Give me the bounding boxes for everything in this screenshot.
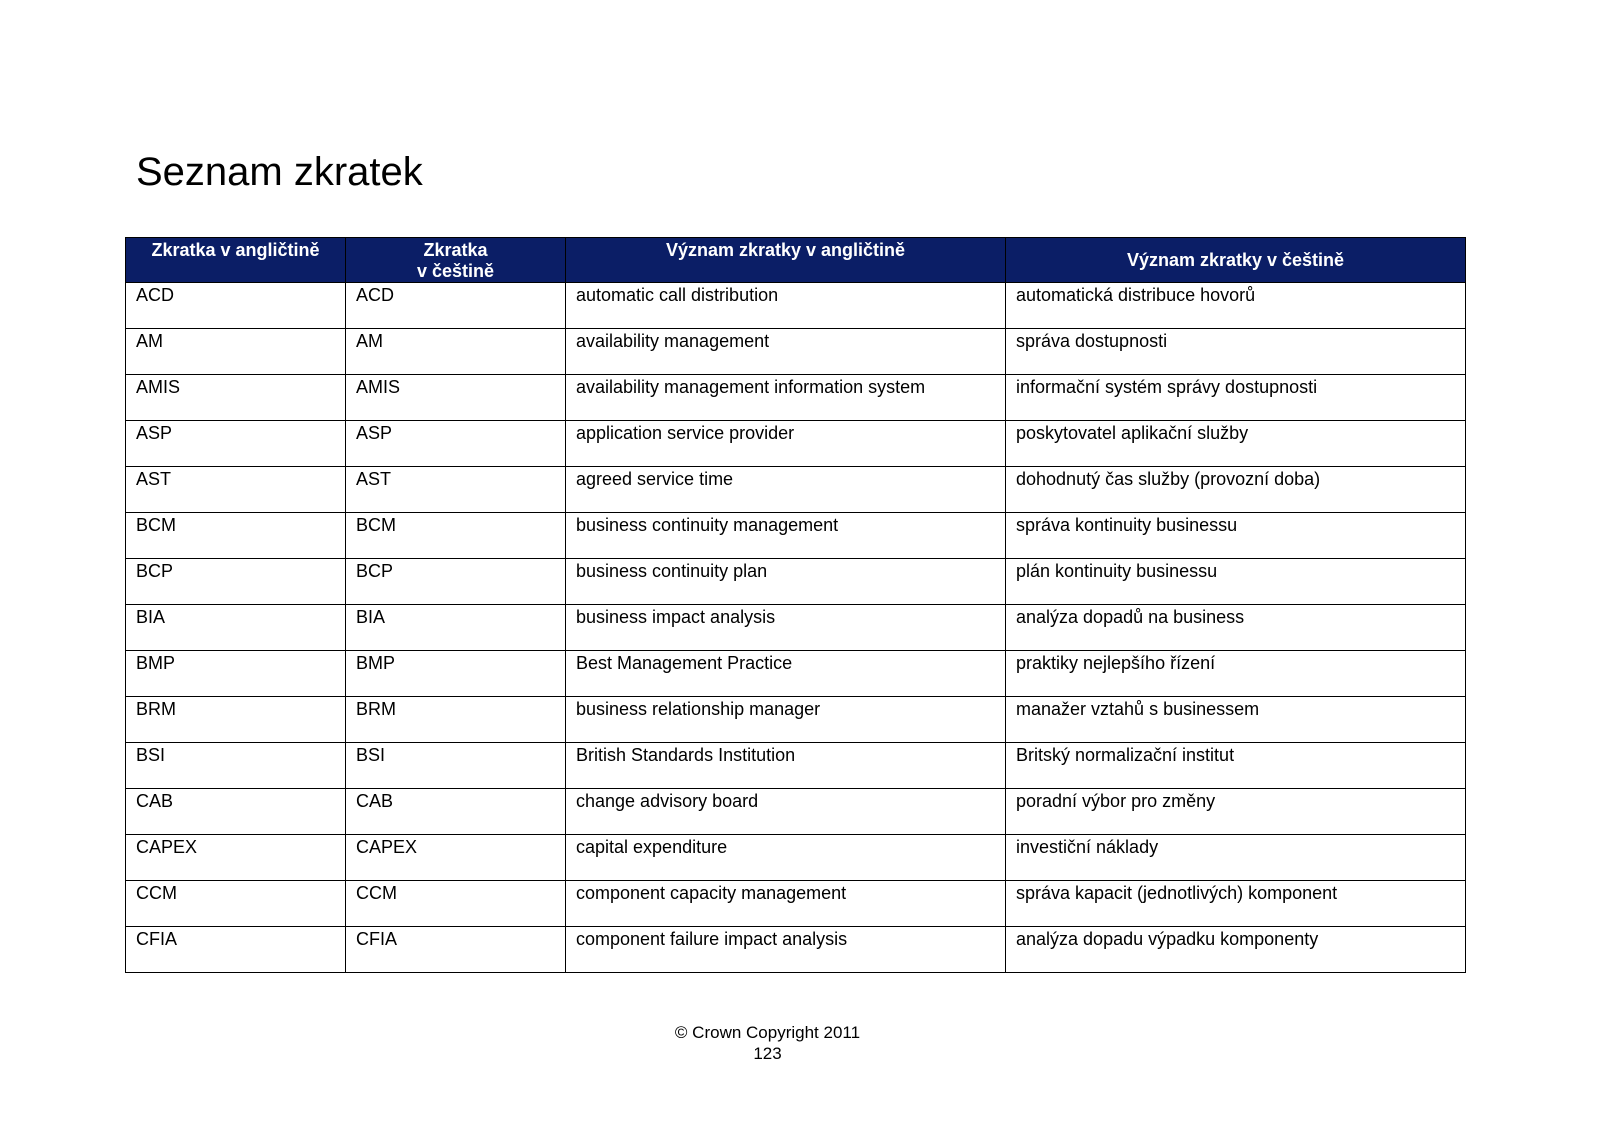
cell-meaning-en: agreed service time	[566, 467, 1006, 513]
page-footer	[0, 1022, 1535, 1064]
cell-meaning-en: component failure impact analysis	[566, 927, 1006, 973]
cell-meaning-en: business impact analysis	[566, 605, 1006, 651]
table-row	[126, 513, 1466, 559]
cell-meaning-cs: manažer vztahů s businessem	[1006, 697, 1466, 743]
cell-meaning-en: business continuity management	[566, 513, 1006, 559]
cell-abbr-cs: AMIS	[346, 375, 566, 421]
cell-abbr-en: BCP	[126, 559, 346, 605]
copyright-notice: © Crown Copyright 2011	[674, 1023, 861, 1042]
cell-abbr-en: CAB	[126, 789, 346, 835]
cell-meaning-cs: praktiky nejlepšího řízení	[1006, 651, 1466, 697]
table-row	[126, 835, 1466, 881]
cell-meaning-cs: Britský normalizační institut	[1006, 743, 1466, 789]
header-abbr-en: Zkratka v angličtině	[126, 238, 346, 283]
table-row	[126, 375, 1466, 421]
cell-abbr-en: BIA	[126, 605, 346, 651]
cell-abbr-en: BCM	[126, 513, 346, 559]
table-row	[126, 789, 1466, 835]
cell-meaning-en: business continuity plan	[566, 559, 1006, 605]
cell-abbr-cs: CCM	[346, 881, 566, 927]
cell-meaning-cs: analýza dopadu výpadku komponenty	[1006, 927, 1466, 973]
header-meaning-en: Význam zkratky v angličtině	[566, 238, 1006, 283]
table-header-row	[126, 238, 1466, 283]
abbreviations-table	[125, 237, 1466, 973]
table-row	[126, 283, 1466, 329]
cell-abbr-cs: BCM	[346, 513, 566, 559]
cell-abbr-en: BSI	[126, 743, 346, 789]
table-row	[126, 927, 1466, 973]
cell-abbr-en: AM	[126, 329, 346, 375]
cell-abbr-en: CAPEX	[126, 835, 346, 881]
cell-abbr-cs: BSI	[346, 743, 566, 789]
cell-meaning-cs: dohodnutý čas služby (provozní doba)	[1006, 467, 1466, 513]
table-row	[126, 605, 1466, 651]
cell-abbr-cs: BRM	[346, 697, 566, 743]
cell-meaning-cs: automatická distribuce hovorů	[1006, 283, 1466, 329]
cell-meaning-en: business relationship manager	[566, 697, 1006, 743]
page-number: 123	[753, 1044, 782, 1063]
cell-meaning-en: British Standards Institution	[566, 743, 1006, 789]
table-row	[126, 421, 1466, 467]
cell-meaning-en: availability management	[566, 329, 1006, 375]
cell-abbr-cs: CFIA	[346, 927, 566, 973]
cell-meaning-cs: poskytovatel aplikační služby	[1006, 421, 1466, 467]
cell-abbr-en: BMP	[126, 651, 346, 697]
cell-meaning-cs: analýza dopadů na business	[1006, 605, 1466, 651]
header-abbr-cs-line1: Zkratka	[423, 240, 488, 260]
cell-abbr-en: ACD	[126, 283, 346, 329]
cell-abbr-cs: CAB	[346, 789, 566, 835]
cell-meaning-en: change advisory board	[566, 789, 1006, 835]
cell-meaning-en: component capacity management	[566, 881, 1006, 927]
cell-abbr-en: BRM	[126, 697, 346, 743]
cell-abbr-cs: ACD	[346, 283, 566, 329]
cell-abbr-cs: BMP	[346, 651, 566, 697]
table-row	[126, 697, 1466, 743]
table-row	[126, 329, 1466, 375]
cell-meaning-en: capital expenditure	[566, 835, 1006, 881]
cell-meaning-cs: informační systém správy dostupnosti	[1006, 375, 1466, 421]
cell-abbr-en: ASP	[126, 421, 346, 467]
table-body	[126, 283, 1466, 973]
cell-abbr-cs: BCP	[346, 559, 566, 605]
cell-abbr-cs: ASP	[346, 421, 566, 467]
header-abbr-cs	[346, 238, 566, 283]
cell-meaning-en: availability management information system	[566, 375, 1006, 421]
table-row	[126, 881, 1466, 927]
table-row	[126, 559, 1466, 605]
cell-abbr-en: AST	[126, 467, 346, 513]
cell-abbr-en: CFIA	[126, 927, 346, 973]
table-row	[126, 743, 1466, 789]
cell-abbr-cs: BIA	[346, 605, 566, 651]
page-title: Seznam zkratek	[136, 150, 423, 194]
cell-meaning-en: automatic call distribution	[566, 283, 1006, 329]
header-abbr-cs-line2: v češtině	[416, 261, 495, 281]
table-row	[126, 651, 1466, 697]
cell-meaning-en: Best Management Practice	[566, 651, 1006, 697]
cell-meaning-en: application service provider	[566, 421, 1006, 467]
cell-meaning-cs: plán kontinuity businessu	[1006, 559, 1466, 605]
cell-abbr-cs: CAPEX	[346, 835, 566, 881]
cell-meaning-cs: správa kapacit (jednotlivých) komponent	[1006, 881, 1466, 927]
cell-meaning-cs: správa dostupnosti	[1006, 329, 1466, 375]
cell-abbr-cs: AST	[346, 467, 566, 513]
cell-abbr-en: AMIS	[126, 375, 346, 421]
table-row	[126, 467, 1466, 513]
cell-meaning-cs: poradní výbor pro změny	[1006, 789, 1466, 835]
cell-meaning-cs: investiční náklady	[1006, 835, 1466, 881]
cell-meaning-cs: správa kontinuity businessu	[1006, 513, 1466, 559]
header-meaning-cs: Význam zkratky v češtině	[1006, 238, 1466, 283]
cell-abbr-en: CCM	[126, 881, 346, 927]
cell-abbr-cs: AM	[346, 329, 566, 375]
